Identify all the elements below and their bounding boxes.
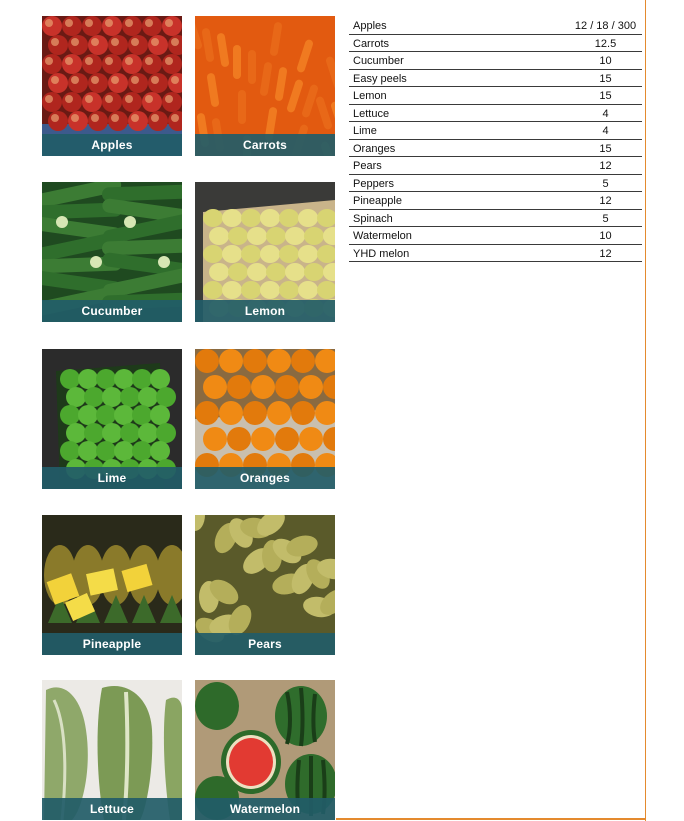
tile-lime — [42, 349, 182, 489]
table-row — [349, 122, 642, 140]
tile-caption: Pears — [195, 633, 335, 655]
tile-caption: Apples — [42, 134, 182, 156]
table-row — [349, 35, 642, 53]
row-value: 10 — [599, 55, 612, 67]
table-row — [349, 105, 642, 123]
tile-caption: Watermelon — [195, 798, 335, 820]
tile-caption: Carrots — [195, 134, 335, 156]
tile-caption: Lemon — [195, 300, 335, 322]
tile-lemon — [195, 182, 335, 322]
tile-cucumber — [42, 182, 182, 322]
row-value: 12 — [599, 195, 612, 207]
row-value: 4 — [602, 125, 609, 137]
row-value: 12 / 18 / 300 — [574, 20, 637, 32]
tile-caption: Cucumber — [42, 300, 182, 322]
right-border — [645, 0, 646, 821]
tile-watermelon — [195, 680, 335, 820]
row-name: Cucumber — [353, 55, 404, 67]
table-row — [349, 140, 642, 158]
row-name: Lemon — [353, 90, 387, 102]
row-value: 15 — [599, 90, 612, 102]
row-name: Oranges — [353, 142, 396, 155]
tile-apples — [42, 16, 182, 156]
table-row — [349, 175, 642, 193]
row-value: 12 — [599, 247, 612, 260]
tile-pears — [195, 515, 335, 655]
row-value: 15 — [599, 72, 612, 85]
table-row — [349, 87, 642, 105]
price-table — [349, 17, 642, 262]
table-row — [349, 245, 642, 263]
table-row — [349, 70, 642, 88]
table-row — [349, 52, 642, 70]
table-row — [349, 210, 642, 228]
row-value: 5 — [602, 177, 609, 190]
tile-lettuce — [42, 680, 182, 820]
row-name: Apples — [353, 20, 387, 32]
row-value: 5 — [602, 212, 609, 225]
row-value: 10 — [599, 230, 612, 242]
tile-carrots — [195, 16, 335, 156]
row-name: Watermelon — [353, 230, 412, 242]
tile-caption: Oranges — [195, 467, 335, 489]
row-name: YHD melon — [353, 247, 410, 260]
row-name: Spinach — [353, 212, 393, 225]
table-row — [349, 192, 642, 210]
table-row — [349, 227, 642, 245]
row-value: 15 — [599, 142, 612, 155]
row-name: Pears — [353, 160, 382, 172]
row-value: 4 — [602, 107, 609, 120]
tile-pineapple — [42, 515, 182, 655]
row-name: Peppers — [353, 177, 394, 190]
table-row — [349, 17, 642, 35]
tile-caption: Pineapple — [42, 633, 182, 655]
row-name: Pineapple — [353, 195, 402, 207]
tile-oranges — [195, 349, 335, 489]
row-name: Easy peels — [353, 72, 407, 85]
row-value: 12.5 — [594, 37, 617, 50]
row-name: Carrots — [353, 37, 390, 50]
row-value: 12 — [599, 160, 612, 172]
tile-caption: Lettuce — [42, 798, 182, 820]
row-name: Lime — [353, 125, 377, 137]
bottom-border — [336, 818, 646, 820]
tile-caption: Lime — [42, 467, 182, 489]
table-row — [349, 157, 642, 175]
row-name: Lettuce — [353, 107, 390, 120]
